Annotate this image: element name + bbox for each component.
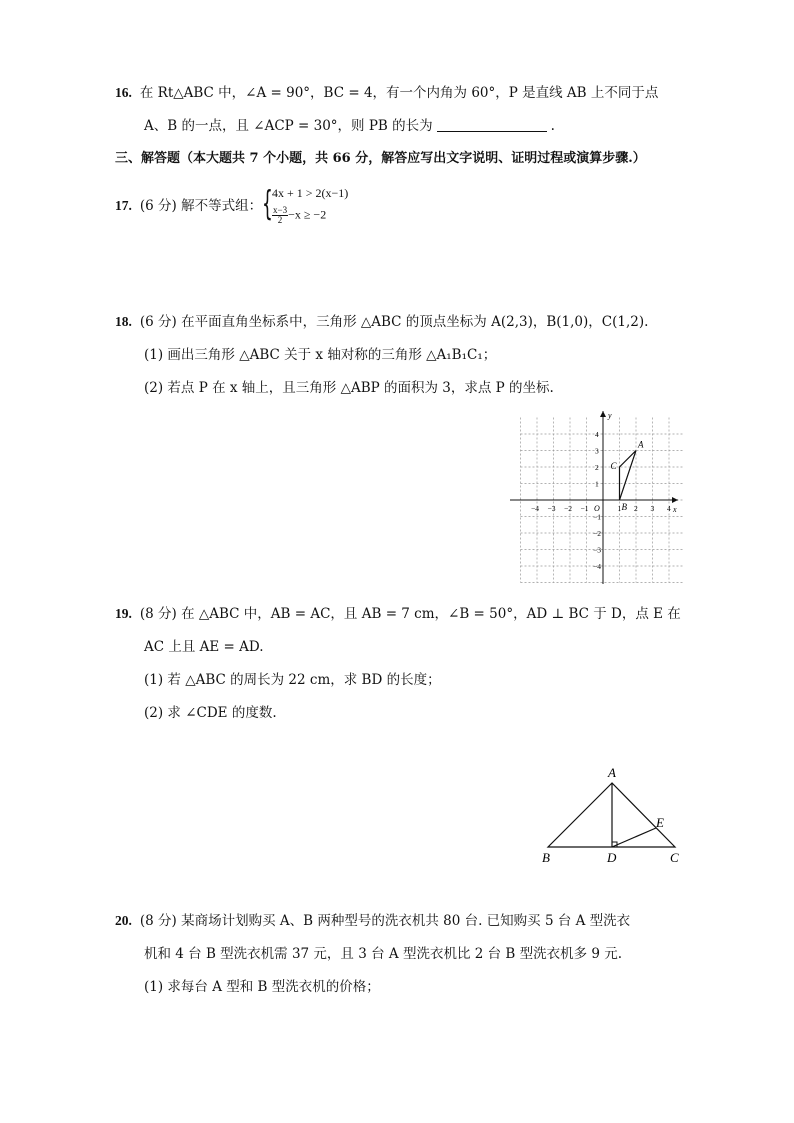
label-d: D (607, 850, 617, 865)
x-tick-label: 2 (634, 504, 638, 513)
triangle-figure (535, 762, 685, 866)
q19-text-line1: (8 分) 在 △ABC 中，AB = AC，且 AB = 7 cm，∠B = 50°，AD ⊥ BC 于 D，点 E 在 (139, 606, 681, 622)
x-tick-label: −3 (547, 504, 556, 513)
x-tick-label: −2 (564, 504, 572, 513)
q16-line1 (115, 84, 658, 102)
q20-number: 20. (115, 913, 132, 928)
x-axis-label: x (673, 505, 677, 514)
point-label-c: C (610, 461, 617, 471)
segment-de (612, 828, 656, 847)
label-b: B (542, 850, 550, 865)
coordinate-grid (508, 408, 683, 586)
y-tick-label: 3 (595, 446, 599, 456)
q20-text-line1: (8 分) 某商场计划购买 A、B 两种型号的洗衣机共 80 台. 已知购买 5 台 A 型洗衣 (139, 913, 631, 929)
x-tick-label: 1 (617, 504, 622, 513)
x-tick-label: −4 (531, 504, 539, 513)
q17-text: (6 分) 解不等式组： (139, 198, 263, 214)
fraction-denominator: 2 (277, 215, 283, 225)
triangle-abc (611, 440, 645, 513)
section-heading: 三、解答题（本大题共 7 个小题，共 66 分，解答应写出文字说明、证明过程或演算步骤.） (115, 151, 646, 166)
label-a: A (608, 765, 616, 780)
q19-number: 19. (115, 606, 132, 621)
q19-part1: (1) 若 △ABC 的周长为 22 cm，求 BD 的长度； (144, 672, 441, 688)
fraction-numerator: x−3 (273, 205, 288, 215)
y-tick-label: 1 (595, 479, 599, 489)
q19-part2: (2) 求 ∠CDE 的度数. (144, 705, 277, 721)
q18-number: 18. (115, 314, 132, 329)
y-axis-label: y (608, 411, 612, 420)
answer-blank[interactable] (437, 117, 547, 132)
q18-part2: (2) 若点 P 在 x 轴上，且三角形 △ABP 的面积为 3，求点 P 的坐标. (144, 380, 554, 396)
inequality-2 (272, 206, 326, 225)
q16-text-line2: A、B 的一点，且 ∠ACP = 30°，则 PB 的长为 (144, 118, 433, 134)
inequality-1: 4x + 1 > 2(x−1) (272, 186, 349, 200)
y-tick-label: −1 (593, 512, 601, 522)
x-tick-label: 4 (667, 504, 671, 513)
label-e: E (656, 815, 664, 830)
q20-line2: 机和 4 台 B 型洗衣机需 37 元，且 3 台 A 型洗衣机比 2 台 B 型洗衣机多 9 元. (144, 946, 623, 962)
fraction (272, 206, 288, 225)
triangle-abc-edges (620, 451, 637, 501)
q18-part1: (1) 画出三角形 △ABC 关于 x 轴对称的三角形 △A₁B₁C₁； (144, 347, 497, 363)
x-tick-label: −1 (580, 504, 589, 513)
origin-label: O (594, 504, 600, 513)
q16-line2 (144, 117, 555, 135)
y-tick-label: 4 (595, 430, 599, 439)
inequality-system (262, 186, 372, 226)
q20-part1: (1) 求每台 A 型和 B 型洗衣机的价格； (144, 979, 380, 995)
inequality-2-rest: −x ≥ −2 (288, 207, 327, 222)
q18-text: (6 分) 在平面直角坐标系中，三角形 △ABC 的顶点坐标为 A(2,3)，B(1,0)，C(1,2). (139, 314, 649, 330)
q20-line1 (115, 912, 630, 930)
y-tick-label: −2 (593, 529, 601, 538)
label-c: C (670, 850, 679, 865)
point-label-b: B (621, 502, 627, 512)
q19-line1 (115, 605, 681, 623)
y-tick-label: −4 (593, 562, 601, 571)
y-axis-arrow (600, 411, 606, 417)
y-tick-label: 2 (595, 463, 599, 472)
brace: { (262, 184, 273, 224)
q17-number: 17. (115, 198, 132, 213)
x-axis-arrow (672, 497, 678, 503)
tick-labels (531, 411, 677, 571)
q17-line (115, 197, 262, 215)
q16-number: 16. (115, 85, 132, 100)
q19-line2: AC 上且 AE = AD. (144, 639, 264, 655)
q18-line1 (115, 313, 648, 331)
point-label-a: A (638, 439, 644, 450)
y-tick-label: −3 (593, 545, 601, 555)
x-tick-label: 3 (650, 504, 655, 513)
q16-period: . (550, 118, 555, 134)
q16-text-line1: 在 Rt△ABC 中，∠A = 90°，BC = 4，有一个内角为 60°，P 是直线 AB 上不同于点 (139, 85, 659, 101)
